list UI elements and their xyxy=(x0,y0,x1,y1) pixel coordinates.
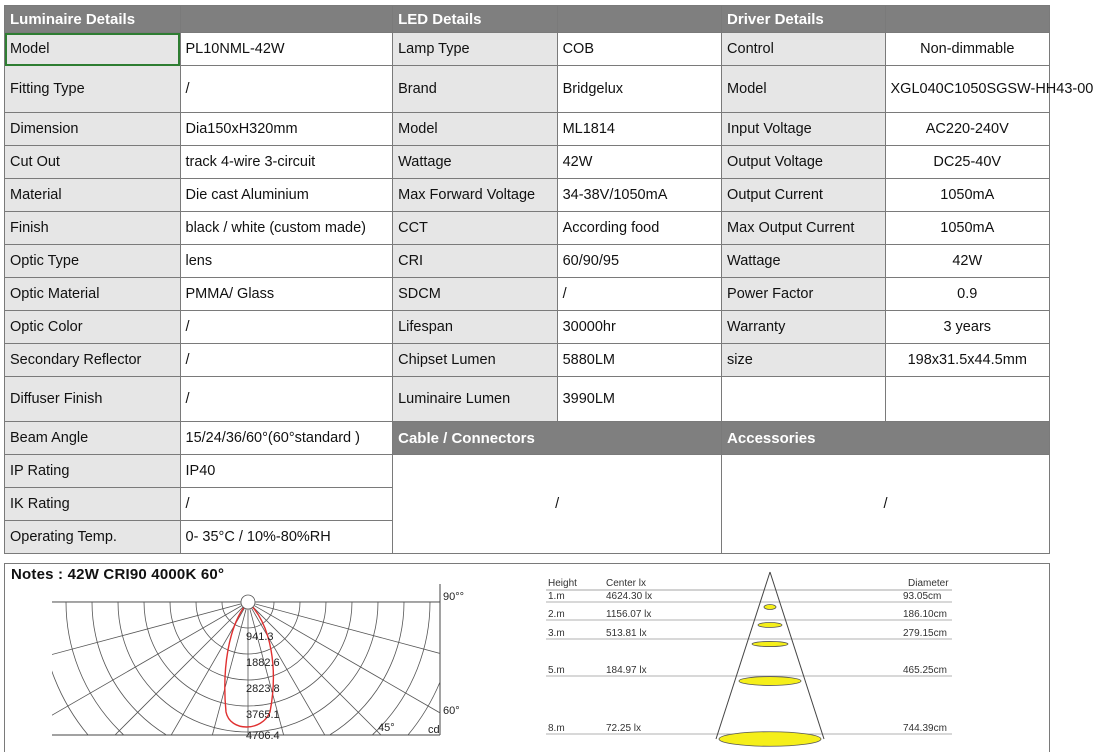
cell-label[interactable]: Output Voltage xyxy=(722,146,885,179)
cell-value[interactable]: Die cast Aluminium xyxy=(180,179,393,212)
cell-value[interactable]: XGL040C1050SGSW-HH43-00 xyxy=(885,66,1049,113)
cell-label[interactable]: Secondary Reflector xyxy=(5,344,181,377)
cell-label[interactable]: Diffuser Finish xyxy=(5,377,181,422)
notes-text: Notes : 42W CRI90 4000K 60° xyxy=(11,566,225,583)
cone-cell: 744.39cm xyxy=(903,723,947,734)
cone-col-center: Center lx xyxy=(606,578,647,589)
cell-value[interactable]: / xyxy=(180,344,393,377)
ring-label: 4706.4 xyxy=(246,730,280,742)
light-spot xyxy=(764,605,776,610)
ring-label: 3765.1 xyxy=(246,709,280,721)
cell-value[interactable]: / xyxy=(180,311,393,344)
cone-cell: 72.25 lx xyxy=(606,723,642,734)
cell-value[interactable]: / xyxy=(557,278,721,311)
cell-value[interactable]: Dia150xH320mm xyxy=(180,113,393,146)
cell-value[interactable]: 0- 35°C / 10%-80%RH xyxy=(180,521,393,554)
cell-value[interactable]: / xyxy=(180,66,393,113)
polar-ray xyxy=(248,602,473,732)
cell-label[interactable]: IK Rating xyxy=(5,488,181,521)
cone-cell: 279.15cm xyxy=(903,628,947,639)
polar-ray xyxy=(23,602,248,732)
cell-label[interactable]: Control xyxy=(722,33,885,66)
cone-cell: 2.m xyxy=(548,609,565,620)
cell-label[interactable]: IP Rating xyxy=(5,455,181,488)
cell-value[interactable]: ML1814 xyxy=(557,113,721,146)
angle-label-90: 90°° xyxy=(443,591,465,603)
cell-value[interactable]: lens xyxy=(180,245,393,278)
cone-cell: 1.m xyxy=(548,591,565,602)
polar-ray xyxy=(118,602,248,752)
cell-value[interactable]: DC25-40V xyxy=(885,146,1049,179)
cell-label[interactable]: Max Output Current xyxy=(722,212,885,245)
unit-label: cd xyxy=(428,724,440,736)
cell-value[interactable]: 198x31.5x44.5mm xyxy=(885,344,1049,377)
accessories-value[interactable]: / xyxy=(722,455,1050,554)
cone-col-diameter: Diameter xyxy=(908,578,949,589)
polar-ray xyxy=(248,602,499,669)
cable-connectors-value[interactable]: / xyxy=(393,455,722,554)
cell-value[interactable]: 0.9 xyxy=(885,278,1049,311)
ring-label: 941.3 xyxy=(246,631,274,643)
cell-label[interactable]: Lifespan xyxy=(393,311,557,344)
light-spot xyxy=(739,677,801,686)
cell-value[interactable]: 42W xyxy=(885,245,1049,278)
cell-value[interactable]: black / white (custom made) xyxy=(180,212,393,245)
cone-cell: 3.m xyxy=(548,628,565,639)
cone-cell: 465.25cm xyxy=(903,665,947,676)
cell-label[interactable]: Optic Type xyxy=(5,245,181,278)
cell-label[interactable]: CRI xyxy=(393,245,557,278)
cell-label[interactable]: Output Current xyxy=(722,179,885,212)
cell-value[interactable]: 1050mA xyxy=(885,212,1049,245)
cone-cell: 186.10cm xyxy=(903,609,947,620)
cell-value[interactable]: 15/24/36/60°(60°standard ) xyxy=(180,422,393,455)
cone-cell: 8.m xyxy=(548,723,565,734)
cell-label[interactable]: Optic Material xyxy=(5,278,181,311)
cone-row xyxy=(546,723,952,746)
angle-label-45: 45° xyxy=(378,722,395,734)
cell-value[interactable]: 1050mA xyxy=(885,179,1049,212)
light-spot xyxy=(719,732,821,747)
led-details-header: LED Details xyxy=(393,6,557,33)
cell-value[interactable]: 5880LM xyxy=(557,344,721,377)
cell-label[interactable]: Beam Angle xyxy=(5,422,181,455)
cone-row xyxy=(546,609,952,628)
cone-cell: 1156.07 lx xyxy=(606,609,652,620)
cone-cell: 513.81 lx xyxy=(606,628,647,639)
cell-value[interactable]: AC220-240V xyxy=(885,113,1049,146)
polar-hub xyxy=(241,595,255,609)
cell-label[interactable]: Model xyxy=(722,66,885,113)
cell-label[interactable]: Model xyxy=(393,113,557,146)
ring-label: 1882.6 xyxy=(246,657,280,669)
cone-col-height: Height xyxy=(548,578,577,589)
light-spot xyxy=(758,623,782,628)
polar-ray xyxy=(64,602,248,752)
cone-row xyxy=(546,591,952,610)
cell-value[interactable]: IP40 xyxy=(180,455,393,488)
cell-label[interactable]: Luminaire Lumen xyxy=(393,377,557,422)
cell-label[interactable]: Wattage xyxy=(393,146,557,179)
cell-value[interactable]: 3 years xyxy=(885,311,1049,344)
cell-value[interactable]: 60/90/95 xyxy=(557,245,721,278)
cell-label[interactable]: Lamp Type xyxy=(393,33,557,66)
cell-value[interactable]: 30000hr xyxy=(557,311,721,344)
cone-rows xyxy=(546,591,952,746)
ring-label: 2823.8 xyxy=(246,683,280,695)
polar-ray xyxy=(0,602,248,669)
accessories-header: Accessories xyxy=(722,422,1050,455)
cell-label[interactable]: Fitting Type xyxy=(5,66,181,113)
polar-diagram xyxy=(0,394,508,752)
cell-value[interactable]: Non-dimmable xyxy=(885,33,1049,66)
cell-value[interactable]: According food xyxy=(557,212,721,245)
cone-cell: 5.m xyxy=(548,665,565,676)
cone-edge-left xyxy=(716,572,770,739)
cell-value[interactable]: COB xyxy=(557,33,721,66)
cell-label[interactable]: Finish xyxy=(5,212,181,245)
cell-label[interactable]: Model xyxy=(5,33,181,66)
cell-value[interactable]: 42W xyxy=(557,146,721,179)
cell-label[interactable]: SDCM xyxy=(393,278,557,311)
cell-label[interactable]: Max Forward Voltage xyxy=(393,179,557,212)
cell-label[interactable]: Warranty xyxy=(722,311,885,344)
cell-value[interactable]: Bridgelux xyxy=(557,66,721,113)
cone-cell: 93.05cm xyxy=(903,591,942,602)
cell-label[interactable]: Input Voltage xyxy=(722,113,885,146)
cell-label[interactable]: Dimension xyxy=(5,113,181,146)
cone-cell: 184.97 lx xyxy=(606,665,647,676)
cone-diagram xyxy=(546,572,952,746)
cell-label[interactable]: Brand xyxy=(393,66,557,113)
luminaire-details-header: Luminaire Details xyxy=(5,6,181,33)
driver-details-header: Driver Details xyxy=(722,6,885,33)
cell-label[interactable]: Power Factor xyxy=(722,278,885,311)
cell-label[interactable]: Optic Color xyxy=(5,311,181,344)
cable-connectors-header: Cable / Connectors xyxy=(393,422,722,455)
cone-cell: 4624.30 lx xyxy=(606,591,653,602)
cell-label[interactable]: Cut Out xyxy=(5,146,181,179)
cell-value[interactable]: track 4-wire 3-circuit xyxy=(180,146,393,179)
cone-edge-right xyxy=(770,572,824,739)
polar-ray xyxy=(181,602,248,752)
light-spot xyxy=(752,641,788,646)
cell-value[interactable]: PL10NML-42W xyxy=(180,33,393,66)
cell-value[interactable]: 3990LM xyxy=(557,377,721,422)
cell-value[interactable]: PMMA/ Glass xyxy=(180,278,393,311)
cell-label[interactable]: Material xyxy=(5,179,181,212)
cell-label[interactable]: Wattage xyxy=(722,245,885,278)
cell-label[interactable]: Operating Temp. xyxy=(5,521,181,554)
cell-value[interactable]: 34-38V/1050mA xyxy=(557,179,721,212)
angle-label-60: 60° xyxy=(443,705,460,717)
cell-value[interactable]: / xyxy=(180,377,393,422)
cell-label[interactable]: size xyxy=(722,344,885,377)
cell-label[interactable]: CCT xyxy=(393,212,557,245)
cell-value[interactable]: / xyxy=(180,488,393,521)
cone-row xyxy=(546,665,952,685)
cell-label[interactable]: Chipset Lumen xyxy=(393,344,557,377)
